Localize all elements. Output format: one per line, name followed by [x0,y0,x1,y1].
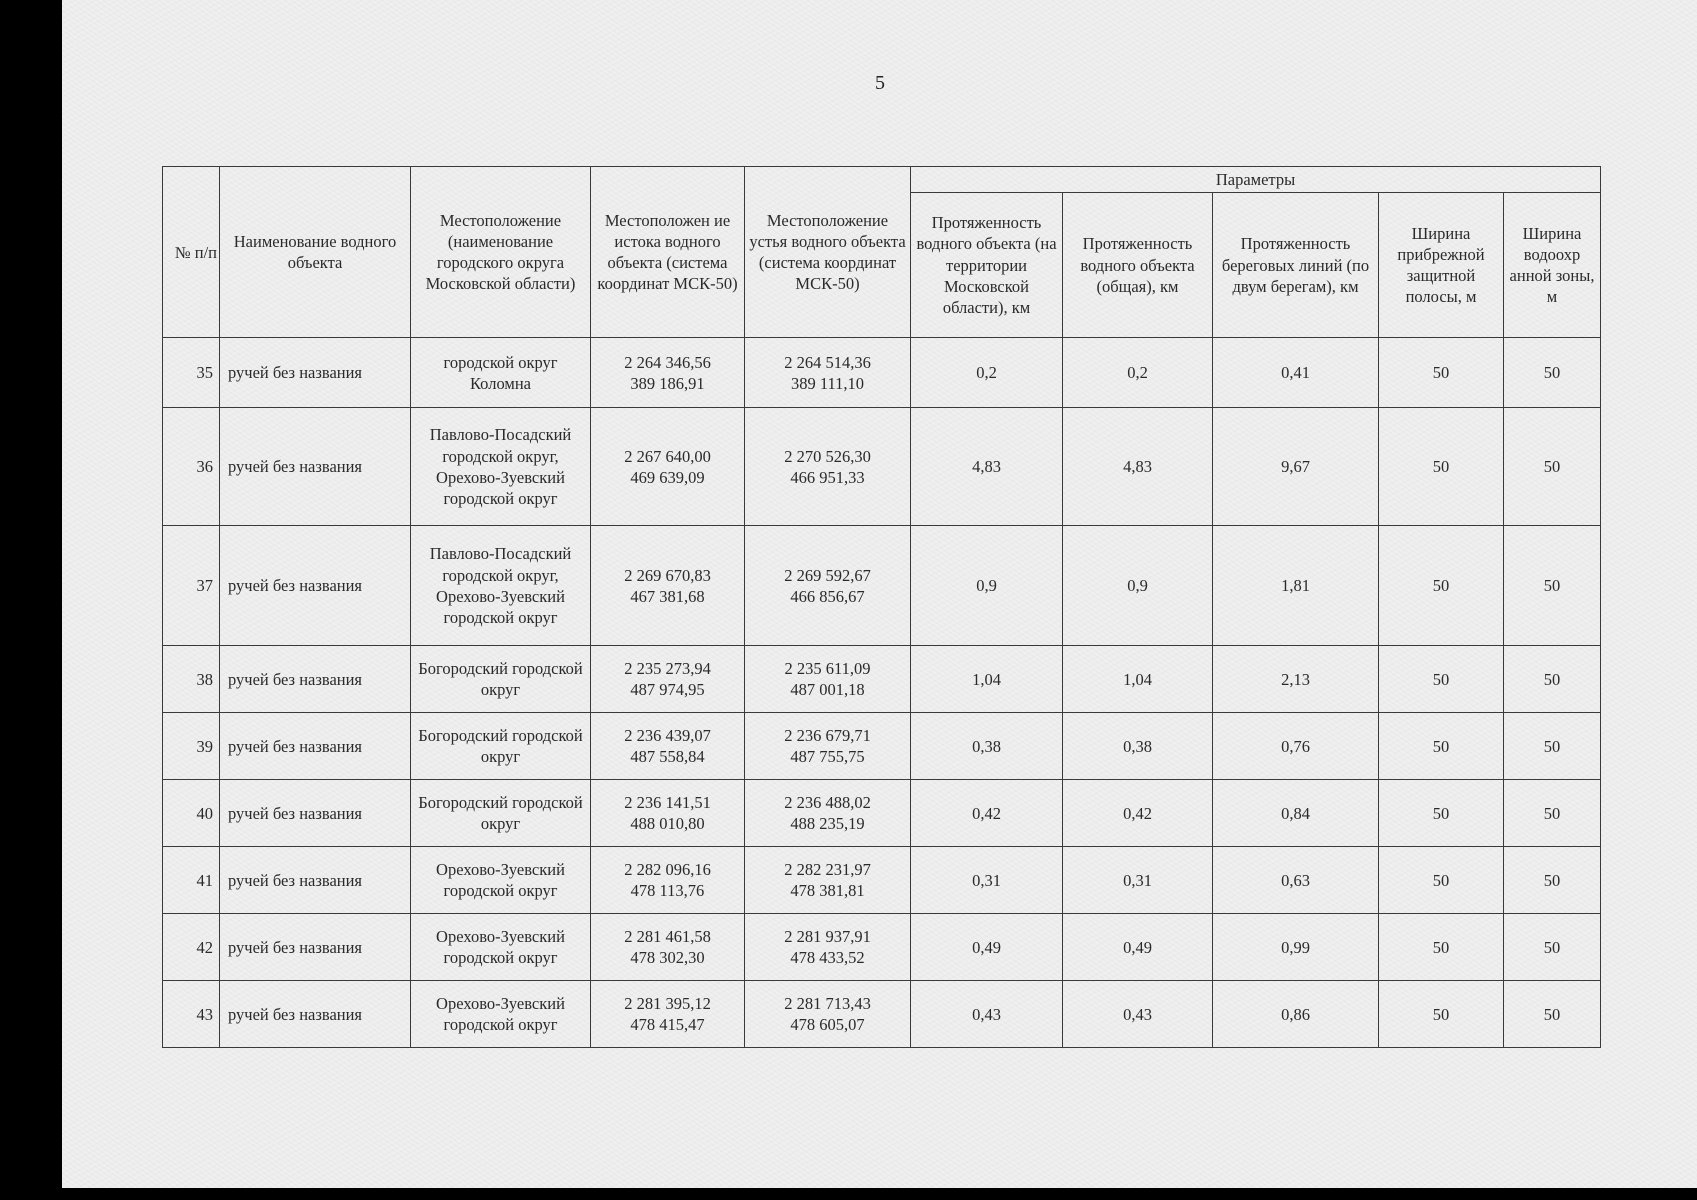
cell-source-x: 2 282 096,16 [624,860,711,879]
cell-name: ручей без названия [220,847,411,914]
cell-name: ручей без названия [220,914,411,981]
cell-source [591,646,745,713]
cell-source [591,526,745,646]
cell-location: городской округ Коломна [411,338,591,408]
cell-coastal-strip: 50 [1379,338,1504,408]
cell-mouth-y: 487 001,18 [790,680,865,700]
table-row [163,646,1601,713]
table-row [163,338,1601,408]
cell-length-mo: 0,38 [911,713,1063,780]
table-row [163,408,1601,526]
cell-length-mo: 0,49 [911,914,1063,981]
cell-mouth-x: 2 281 937,91 [784,927,871,946]
cell-mouth [745,914,911,981]
cell-source-y: 487 558,84 [630,747,705,767]
cell-mouth-y: 389 111,10 [790,373,865,393]
cell-protection-zone: 50 [1504,914,1601,981]
cell-length-total: 0,42 [1063,780,1213,847]
cell-mouth [745,981,911,1048]
cell-coastal-strip: 50 [1379,646,1504,713]
cell-coastal-strip: 50 [1379,713,1504,780]
cell-mouth-y: 487 755,75 [790,747,865,767]
cell-num: 36 [163,408,220,526]
cell-mouth-y: 488 235,19 [790,814,865,834]
cell-shoreline: 2,13 [1213,646,1379,713]
cell-length-total: 0,38 [1063,713,1213,780]
cell-location: Богородский городской округ [411,713,591,780]
cell-coastal-strip: 50 [1379,847,1504,914]
header-coastal-strip: Ширина прибрежной защитной полосы, м [1379,193,1504,338]
cell-source [591,914,745,981]
cell-length-mo: 0,2 [911,338,1063,408]
cell-length-total: 1,04 [1063,646,1213,713]
cell-name: ручей без названия [220,526,411,646]
cell-length-mo: 0,31 [911,847,1063,914]
cell-source [591,713,745,780]
cell-num: 35 [163,338,220,408]
cell-source-y: 389 186,91 [630,373,705,393]
table-row [163,780,1601,847]
cell-location: Богородский городской округ [411,780,591,847]
cell-source [591,981,745,1048]
cell-coastal-strip: 50 [1379,914,1504,981]
cell-protection-zone: 50 [1504,981,1601,1048]
cell-coastal-strip: 50 [1379,408,1504,526]
cell-protection-zone: 50 [1504,847,1601,914]
cell-length-total: 0,9 [1063,526,1213,646]
cell-coastal-strip: 50 [1379,780,1504,847]
cell-source-y: 487 974,95 [630,680,705,700]
cell-source-x: 2 235 273,94 [624,659,711,678]
cell-protection-zone: 50 [1504,408,1601,526]
cell-length-total: 0,2 [1063,338,1213,408]
table-header [163,167,1601,338]
cell-source [591,408,745,526]
cell-mouth-x: 2 269 592,67 [784,565,871,585]
cell-protection-zone: 50 [1504,646,1601,713]
cell-source [591,847,745,914]
cell-mouth-x: 2 264 514,36 [784,352,871,372]
table-row [163,914,1601,981]
header-length-total: Протяженность водного объекта (общая), км [1063,193,1213,338]
cell-source [591,338,745,408]
header-name: Наименование водного объекта [220,167,411,338]
cell-source-x: 2 236 141,51 [624,793,711,812]
cell-source-x: 2 264 346,56 [624,352,711,372]
cell-num: 43 [163,981,220,1048]
cell-location: Павлово-Посадский городской округ, Орехово-Зуевский городской округ [411,408,591,526]
cell-name: ручей без названия [220,981,411,1048]
header-shoreline: Протяженность береговых линий (по двум берегам), км [1213,193,1379,338]
cell-mouth-y: 478 381,81 [790,881,865,901]
header-length-mo: Протяженность водного объекта (на территории Московской области), км [911,193,1063,338]
cell-mouth-x: 2 236 488,02 [784,793,871,812]
cell-mouth [745,713,911,780]
cell-name: ручей без названия [220,646,411,713]
cell-mouth [745,780,911,847]
header-mouth: Местоположение устья водного объекта (система координат МСК-50) [745,167,911,338]
cell-location: Орехово-Зуевский городской округ [411,914,591,981]
cell-shoreline: 0,63 [1213,847,1379,914]
cell-source-x: 2 236 439,07 [624,726,711,745]
cell-num: 37 [163,526,220,646]
header-protection-zone: Ширина водоохр анной зоны, м [1504,193,1601,338]
cell-num: 40 [163,780,220,847]
cell-mouth-y: 466 856,67 [790,586,865,606]
cell-coastal-strip: 50 [1379,981,1504,1048]
table-row [163,526,1601,646]
cell-source-y: 478 302,30 [630,948,705,968]
cell-source-x: 2 281 395,12 [624,994,711,1013]
cell-shoreline: 9,67 [1213,408,1379,526]
cell-mouth [745,847,911,914]
cell-length-total: 4,83 [1063,408,1213,526]
cell-mouth-x: 2 236 679,71 [784,726,871,745]
cell-mouth-y: 478 433,52 [790,948,865,968]
cell-mouth [745,338,911,408]
cell-location: Богородский городской округ [411,646,591,713]
cell-protection-zone: 50 [1504,338,1601,408]
cell-length-total: 0,43 [1063,981,1213,1048]
cell-source-y: 478 113,76 [630,881,705,901]
cell-mouth [745,408,911,526]
cell-shoreline: 0,84 [1213,780,1379,847]
cell-shoreline: 0,86 [1213,981,1379,1048]
cell-mouth [745,526,911,646]
cell-mouth-x: 2 281 713,43 [784,994,871,1013]
cell-name: ручей без названия [220,780,411,847]
cell-name: ручей без названия [220,408,411,526]
table-row [163,981,1601,1048]
cell-length-total: 0,31 [1063,847,1213,914]
cell-length-total: 0,49 [1063,914,1213,981]
cell-coastal-strip: 50 [1379,526,1504,646]
cell-length-mo: 1,04 [911,646,1063,713]
cell-mouth-y: 478 605,07 [790,1015,865,1035]
cell-source-x: 2 269 670,83 [624,565,711,585]
page-number: 5 [875,72,885,94]
cell-protection-zone: 50 [1504,713,1601,780]
cell-source-y: 469 639,09 [630,467,705,487]
cell-shoreline: 0,76 [1213,713,1379,780]
water-objects-table [162,166,1601,1048]
cell-source-y: 488 010,80 [630,814,705,834]
cell-location: Орехово-Зуевский городской округ [411,981,591,1048]
cell-source-y: 478 415,47 [630,1015,705,1035]
table-row [163,847,1601,914]
cell-name: ручей без названия [220,713,411,780]
cell-source [591,780,745,847]
header-location: Местоположение (наименование городского округа Московской области) [411,167,591,338]
cell-length-mo: 4,83 [911,408,1063,526]
cell-shoreline: 0,41 [1213,338,1379,408]
header-num: № п/п [163,167,220,338]
cell-location: Павлово-Посадский городской округ, Орехово-Зуевский городской округ [411,526,591,646]
cell-num: 41 [163,847,220,914]
table-row [163,713,1601,780]
cell-protection-zone: 50 [1504,780,1601,847]
cell-length-mo: 0,42 [911,780,1063,847]
cell-source-x: 2 281 461,58 [624,927,711,946]
cell-source-x: 2 267 640,00 [624,446,711,466]
cell-num: 42 [163,914,220,981]
cell-shoreline: 0,99 [1213,914,1379,981]
cell-location: Орехово-Зуевский городской округ [411,847,591,914]
cell-mouth-x: 2 270 526,30 [784,446,871,466]
cell-num: 39 [163,713,220,780]
cell-mouth-x: 2 282 231,97 [784,860,871,879]
cell-shoreline: 1,81 [1213,526,1379,646]
header-params-group: Параметры [911,167,1601,193]
cell-mouth-x: 2 235 611,09 [784,659,871,678]
cell-source-y: 467 381,68 [630,586,705,606]
cell-mouth [745,646,911,713]
cell-mouth-y: 466 951,33 [790,467,865,487]
cell-name: ручей без названия [220,338,411,408]
cell-length-mo: 0,43 [911,981,1063,1048]
cell-protection-zone: 50 [1504,526,1601,646]
header-source: Местоположен ие истока водного объекта (система координат МСК-50) [591,167,745,338]
cell-num: 38 [163,646,220,713]
table-body [163,338,1601,1048]
cell-length-mo: 0,9 [911,526,1063,646]
